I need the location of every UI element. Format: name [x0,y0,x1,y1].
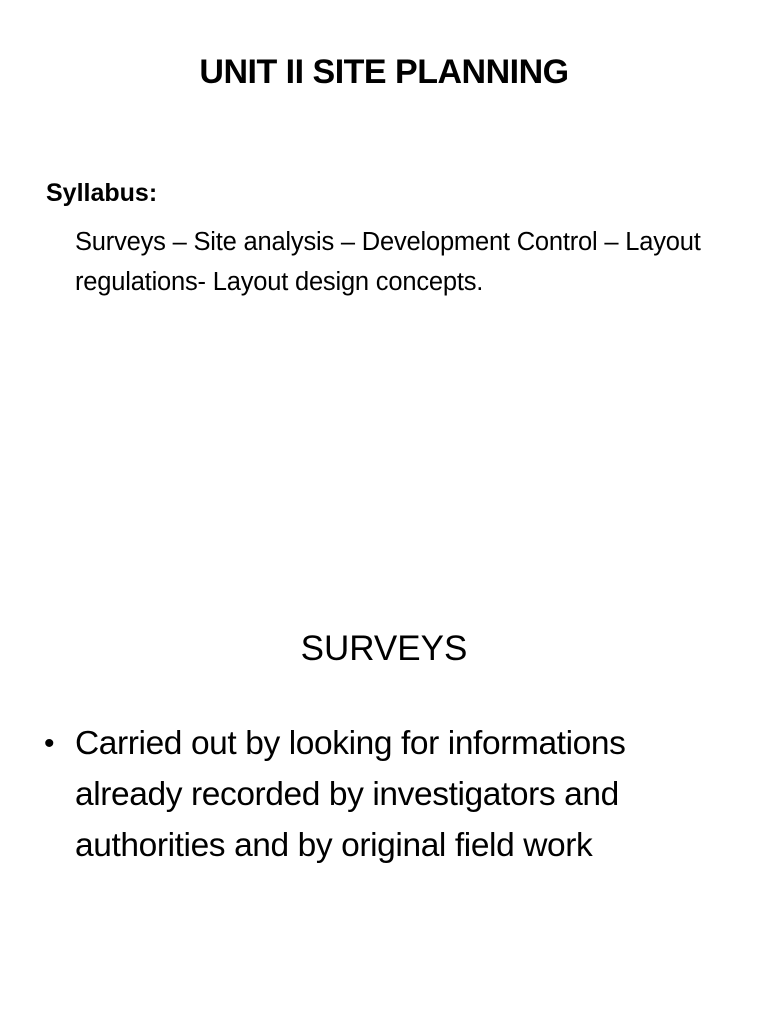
slide-title: UNIT II SITE PLANNING [199,53,569,91]
slide-title: SURVEYS [300,629,468,668]
slide-2 [0,512,768,1024]
bullet-text: Carried out by looking for informations already recorded by investigators and authorities and by original field work [75,725,626,864]
bullet-item [44,718,724,871]
syllabus-heading: Syllabus: [46,179,158,207]
bullet-list [44,718,724,871]
bullet-icon: • [44,727,55,760]
syllabus-text: Surveys – Site analysis – Development Control – Layout regulations- Layout design concepts. [75,228,701,296]
